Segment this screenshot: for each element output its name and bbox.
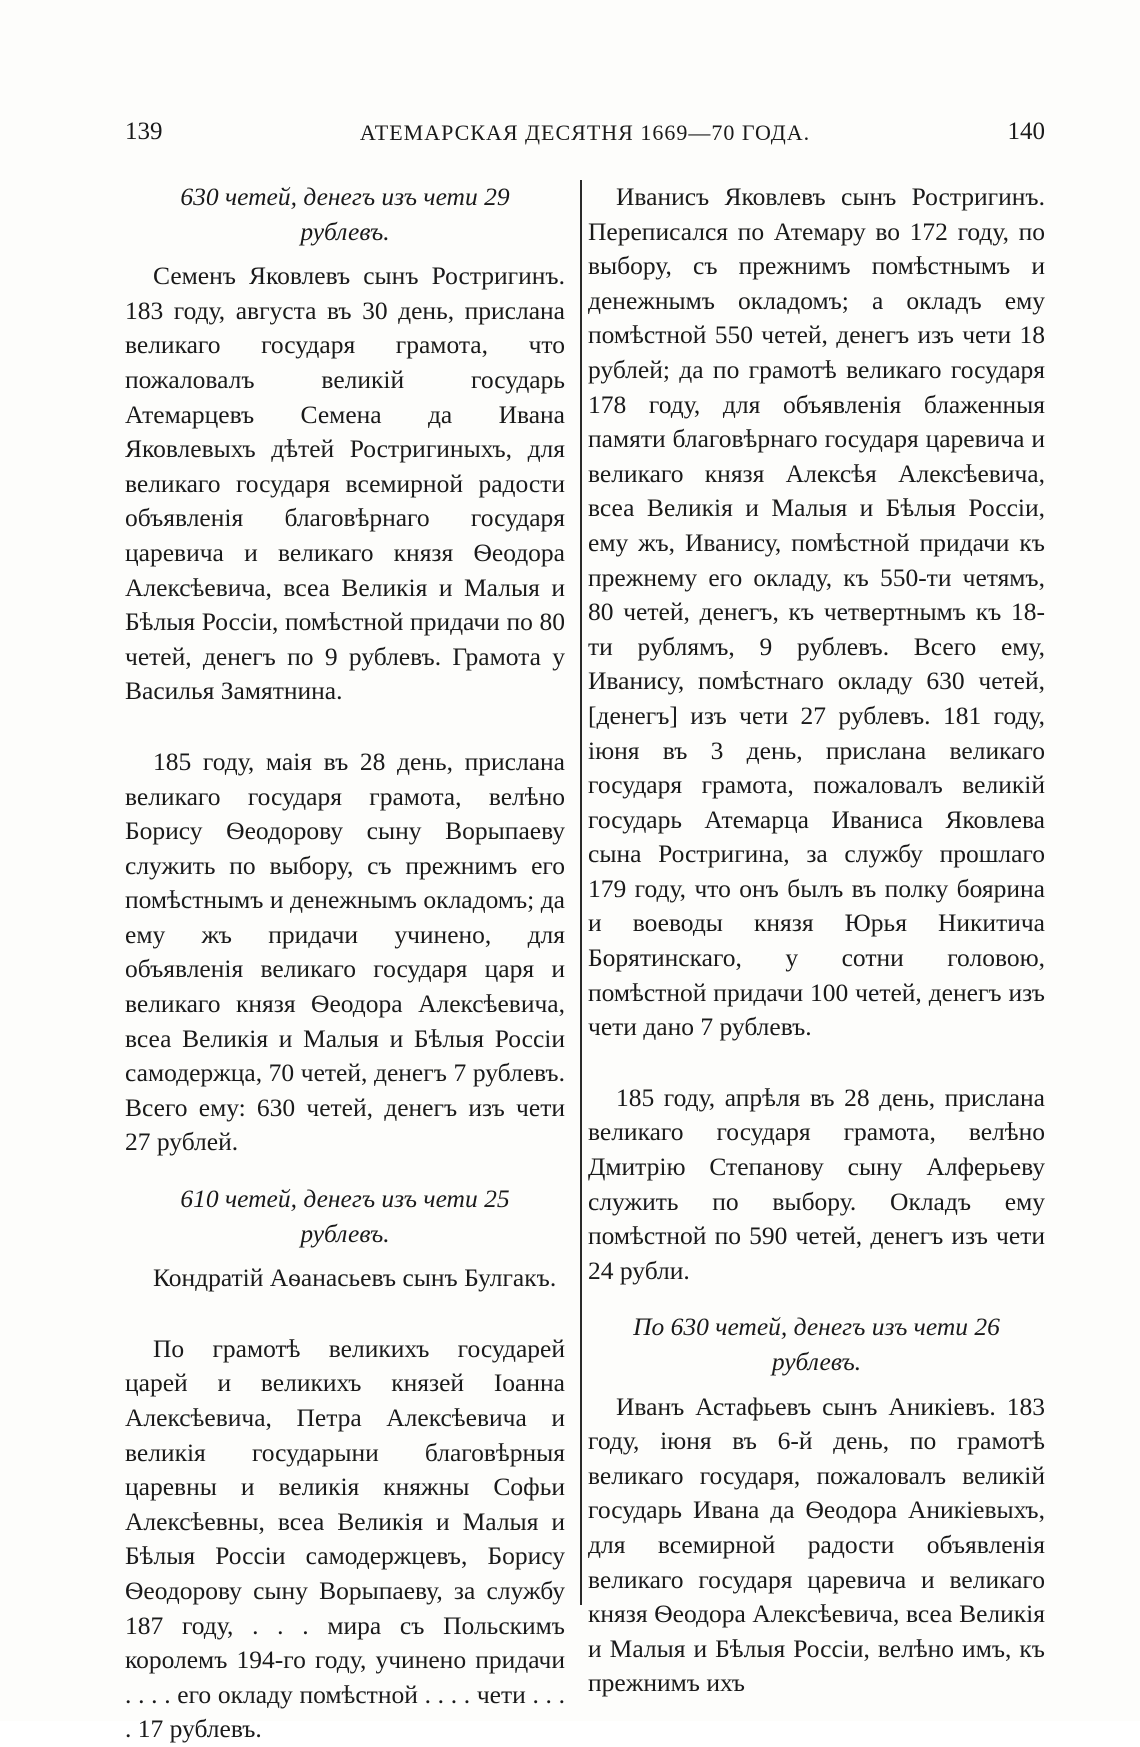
page-number-left: 139 bbox=[125, 118, 163, 145]
right-column bbox=[588, 180, 1045, 1701]
entry-paragraph: Семенъ Яковлевъ сынъ Ростригинъ. 183 году, августа въ 30 день, прислана великаго государя грамота, что пожаловалъ великій государь Атемарцевъ Семена да Ивана Яковлевыхъ дѣтей Ростригиныхъ, для великаго государя всемирной радости объявленія благовѣрнаго государя царевича и великаго князя Ѳеодора Алексѣевича, всеа Великія и Малыя и Бѣлыя Россіи, помѣстной придачи по 80 четей, денегъ по 9 рублевъ. Грамота у Василья Замятнина. bbox=[125, 261, 565, 706]
running-header bbox=[125, 118, 1045, 158]
entry-paragraph: 185 году, маія въ 28 день, прислана великаго государя грамота, велѣно Борису Ѳеодорову сыну Ворыпаеву служить по выбору, съ прежнимъ его помѣстнымъ и денежнымъ окладомъ; да ему жъ придачи учинено, для объявленія великаго государя царя и великаго князя Ѳеодора Алексѣевича, всеа Великія и Малыя и Бѣлыя Россіи самодержца, 70 четей, денегъ 7 рублевъ. Всего ему: 630 четей, денегъ изъ чети 27 рублей. bbox=[125, 746, 565, 1157]
entry-paragraph: Кондратій Аѳанасьевъ сынъ Булгакъ. bbox=[153, 1263, 557, 1293]
column-divider bbox=[580, 180, 582, 1605]
rubric-heading: 610 четей, денегъ изъ чети 25 рублевъ. bbox=[180, 1184, 510, 1248]
rubric-heading: 630 четей, денегъ изъ чети 29 рублевъ. bbox=[180, 182, 510, 246]
entry-paragraph: По грамотѣ великихъ государей царей и великихъ князей Іоанна Алексѣевича, Петра Алексѣевича и великія государыни благовѣрныя царевны и великія княжны Софьи Алексѣевны, всеа Великія и Малыя и Бѣлыя Россіи самодержцевъ, Борису Ѳеодорову сыну Ворыпаеву, за службу 187 году, . . . мира съ Польскимъ королемъ 194-го году, учинено придачи . . . . его окладу помѣстной . . . . чети . . . . 17 рублевъ. bbox=[125, 1333, 565, 1744]
rubric-heading: По 630 четей, денегъ изъ чети 26 рублевъ. bbox=[633, 1312, 1000, 1376]
page-number-right: 140 bbox=[1007, 118, 1045, 145]
entry-paragraph: Иванъ Астафьевъ сынъ Аникіевъ. 183 году, іюня въ 6-й день, по грамотѣ великаго государя, пожаловалъ великій государь Ивана да Ѳеодора Аникіевыхъ, для всемирной радости объявленія великаго государя царевича и великаго князя Ѳеодора Алексѣевича, всеа Великія и Малыя и Бѣлыя Россіи, велѣно имъ, къ прежнимъ ихъ bbox=[588, 1391, 1045, 1698]
running-title: АТЕМАРСКАЯ ДЕСЯТНЯ 1669—70 ГОДА. bbox=[359, 120, 811, 145]
entry-paragraph: 185 году, апрѣля въ 28 день, прислана великаго государя грамота, велѣно Дмитрію Степанову сыну Алферьеву служить по выбору. Окладъ ему помѣстной по 590 четей, денегъ изъ чети 24 рубли. bbox=[588, 1082, 1045, 1285]
entry-paragraph: Иванисъ Яковлевъ сынъ Ростригинъ. Переписался по Атемару во 172 году, по выбору, съ прежнимъ помѣстнымъ и денежнымъ окладомъ; а окладъ ему помѣстной 550 четей, денегъ изъ чети 18 рублей; да по грамотѣ великаго государя 178 году, для объявленія блаженныя памяти благовѣрнаго государя царевича и великаго князя Алексѣя Алексѣевича, всеа Великія и Малыя и Бѣлыя Россіи, ему жъ, Иванису, помѣстной придачи къ прежнему его окладу, къ 550-ти четямъ, 80 четей, денегъ, къ четвертнымъ къ 18-ти рублямъ, 9 рублевъ. Всего ему, Иванису, помѣстнаго окладу 630 четей, [денегъ] изъ чети 27 рублевъ. 181 году, іюня въ 3 день, прислана великаго государя грамота, пожаловалъ великій государь Атемарца Иваниса Яковлева сына Ростригина, за службу прошлаго 179 году, что онъ былъ въ полку боярина и воеводы князя Юрья Никитича Борятинскаго, у сотни головою, помѣстной придачи 100 четей, денегъ изъ чети дано 7 рублевъ. bbox=[588, 182, 1045, 1042]
left-column bbox=[125, 180, 565, 1747]
